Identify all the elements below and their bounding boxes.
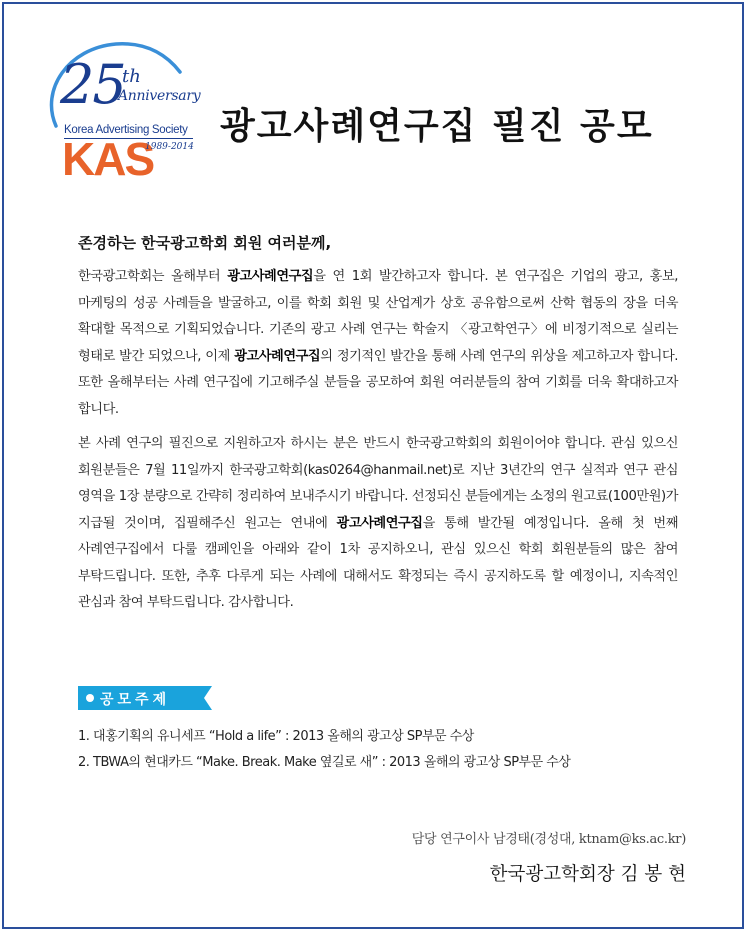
text-segment: 본 사례 연구의 필진으로 지원하고자 하시는 분은 반드시 한국광고학회의 회원이어야 합니다. 관심 있으신 회원분들은 7월 11일까지 한국광고학회(kas0264@hanmail.net)로 지난 3년간의 연구 실적과 연구 관심 영역을 1장 분량으로 간략히 정리하여 보내주시기 바랍니다. 선정되신 분들에게는 소정의 원고료(100만원)가 지급될 것이며, 집필해주신 원고는 연내에: [78, 436, 678, 531]
bold-term: 광고사례연구집: [227, 269, 314, 284]
list-item: 1. 대홍기획의 유니세프 “Hold a life” : 2013 올해의 광고상 SP부문 수상: [78, 729, 474, 744]
logo-society-name: Korea Advertising Society: [64, 124, 188, 136]
signature-name: 한국광고학회장 김 봉 현: [489, 864, 686, 885]
logo-acronym: KAS: [62, 133, 154, 185]
text-segment: 의 정기적인 발간을 통해 사례 연구의 위상을 제고하고자 합니다. 또한 올해부터는 사례 연구집에 기고해주실 분들을 공모하여 회원 여러분들의 참여 기회를 더욱 확대하고자 합니다.: [78, 348, 678, 417]
kas-25th-anniversary-logo: [38, 30, 203, 190]
text-segment: 한국광고학회는 올해부터: [78, 269, 228, 284]
text-segment: 을 통해 발간될 예정입니다. 올해 첫 번째 사례연구집에서 다룰 캠페인을 아래와 같이 1차 공지하오니, 관심 있으신 학회 회원분들의 많은 참여 부탁드립니다. 또한, 추후 다루게 되는 사례에 대해서도 확정되는 즉시 공지하도록 할 예정이니, 지속적인 관심과 참여 부탁드립니다. 감사합니다.: [78, 515, 678, 610]
paragraph-application: [78, 431, 678, 617]
text-segment: 을 연 1회 발간하고자 합니다. 본 연구집은 기업의 광고, 홍보, 마케팅의 성공 사례들을 발굴하고, 이를 학회 회원 및 산업계가 상호 공유함으로써 산학 협동의 장을 더욱 확대할 목적으로 기획되었습니다. 기존의 광고 사례 연구는 학술지 〈광고학연구〉에 비정기적으로 실리는 형태로 발간 되었으나, 이제: [78, 269, 678, 364]
contact-line: 담당 연구이사 남경태(경성대, ktnam@ks.ac.kr): [411, 832, 686, 847]
greeting: 존경하는 한국광고학회 회원 여러분께,: [78, 234, 332, 252]
logo-number: 25: [60, 53, 125, 116]
bold-term: 광고사례연구집: [234, 348, 321, 364]
logo-years: 1989-2014: [145, 142, 194, 152]
topic-section-banner: [78, 686, 212, 710]
list-item: 2. TBWA의 현대카드 “Make. Break. Make 옆길로 새” : 2013 올해의 광고상 SP부문 수상: [78, 755, 571, 770]
letter-body: [78, 232, 678, 617]
bold-term: 광고사례연구집: [336, 515, 423, 531]
topic-section-label: 공모주제: [100, 692, 171, 708]
bullet-icon: [86, 694, 94, 702]
page-title: 광고사례연구집 필진 공모: [220, 106, 654, 147]
logo-anniversary: Anniversary: [118, 88, 201, 104]
topic-list: [78, 724, 698, 776]
logo-ordinal: th: [122, 66, 141, 87]
paragraph-intro: [78, 264, 678, 423]
